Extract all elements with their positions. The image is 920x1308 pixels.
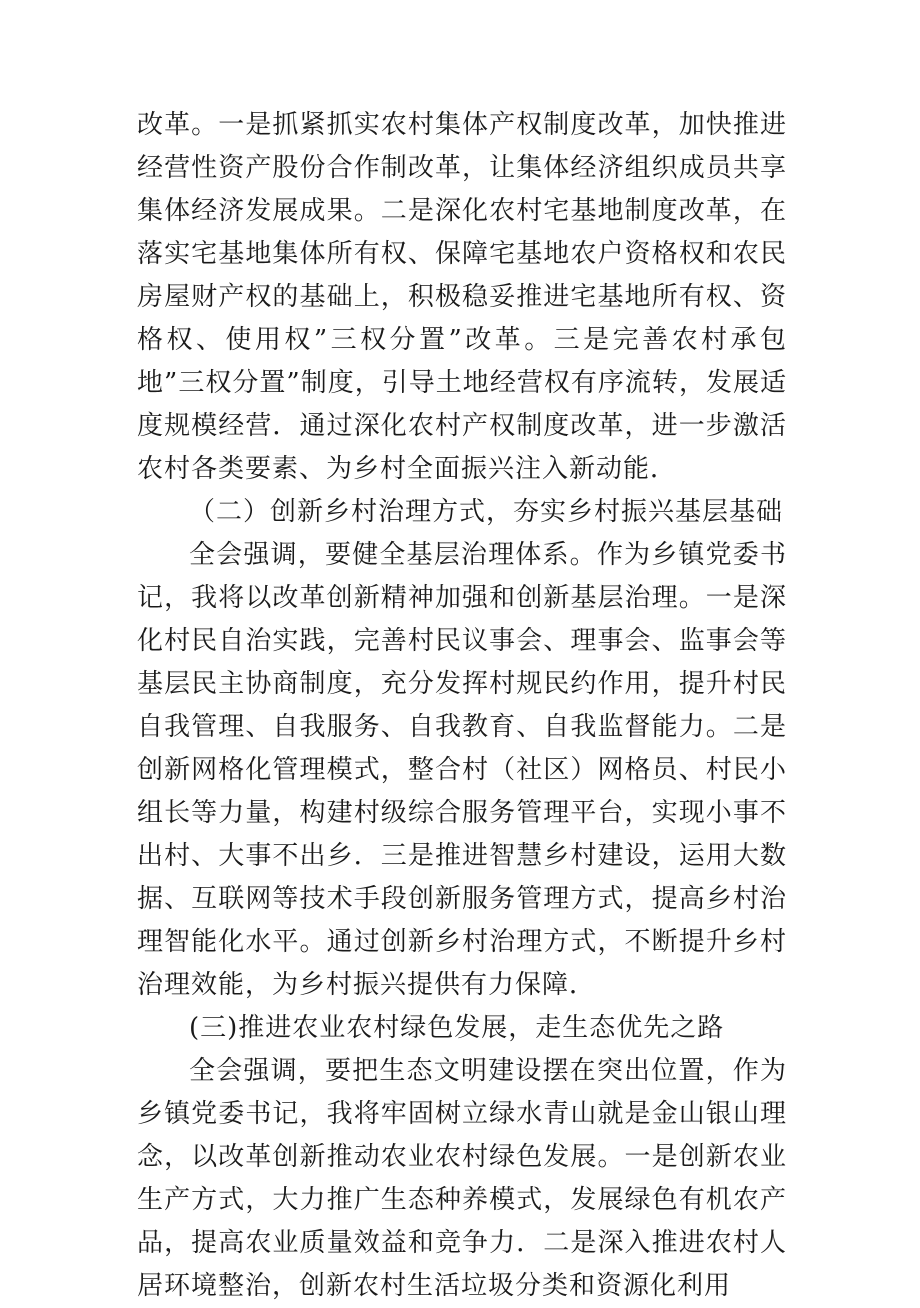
document-body	[137, 104, 787, 1308]
paragraph-governance: 全会强调，要健全基层治理体系。作为乡镇党委书记，我将以改革创新精神加强和创新基层治理。一是深化村民自治实践，完善村民议事会、理事会、监事会等基层民主协商制度，充分发挥村规民约作用，提升村民自我管理、自我服务、自我教育、自我监督能力。二是创新网格化管理模式，整合村（社区）网格员、村民小组长等力量，构建村级综合服务管理平台，实现小事不出村、大事不出乡．三是推进智慧乡村建设，运用大数据、互联网等技术手段创新服务管理方式，提高乡村治理智能化水平。通过创新乡村治理方式，不断提升乡村治理效能，为乡村振兴提供有力保障．	[137, 540, 787, 1000]
paragraph-green-development: 全会强调，要把生态文明建设摆在突出位置，作为乡镇党委书记，我将牢固树立绿水青山就是金山银山理念，以改革创新推动农业农村绿色发展。一是创新农业生产方式，大力推广生态种养模式，发展绿色有机农产品，提高农业质量效益和竞争力．二是深入推进农村人居环境整治，创新农村生活垃圾分类和资源化利用	[137, 1056, 787, 1301]
paragraph-land-reform: 改革。一是抓紧抓实农村集体产权制度改革，加快推进经营性资产股份合作制改革，让集体经济组织成员共享集体经济发展成果。二是深化农村宅基地制度改革，在落实宅基地集体所有权、保障宅基地农户资格权和农民房屋财产权的基础上，积极稳妥推进宅基地所有权、资格权、使用权”三权分置”改革。三是完善农村承包地”三权分置”制度，引导土地经营权有序流转，发展适度规模经营．通过深化农村产权制度改革，进一步激活农村各类要素、为乡村全面振兴注入新动能．	[137, 110, 787, 484]
section-heading-green-development: (三)推进农业农村绿色发展，走生态优先之路	[189, 1013, 725, 1043]
section-heading-governance: （二）创新乡村治理方式，夯实乡村振兴基层基础	[189, 497, 784, 527]
